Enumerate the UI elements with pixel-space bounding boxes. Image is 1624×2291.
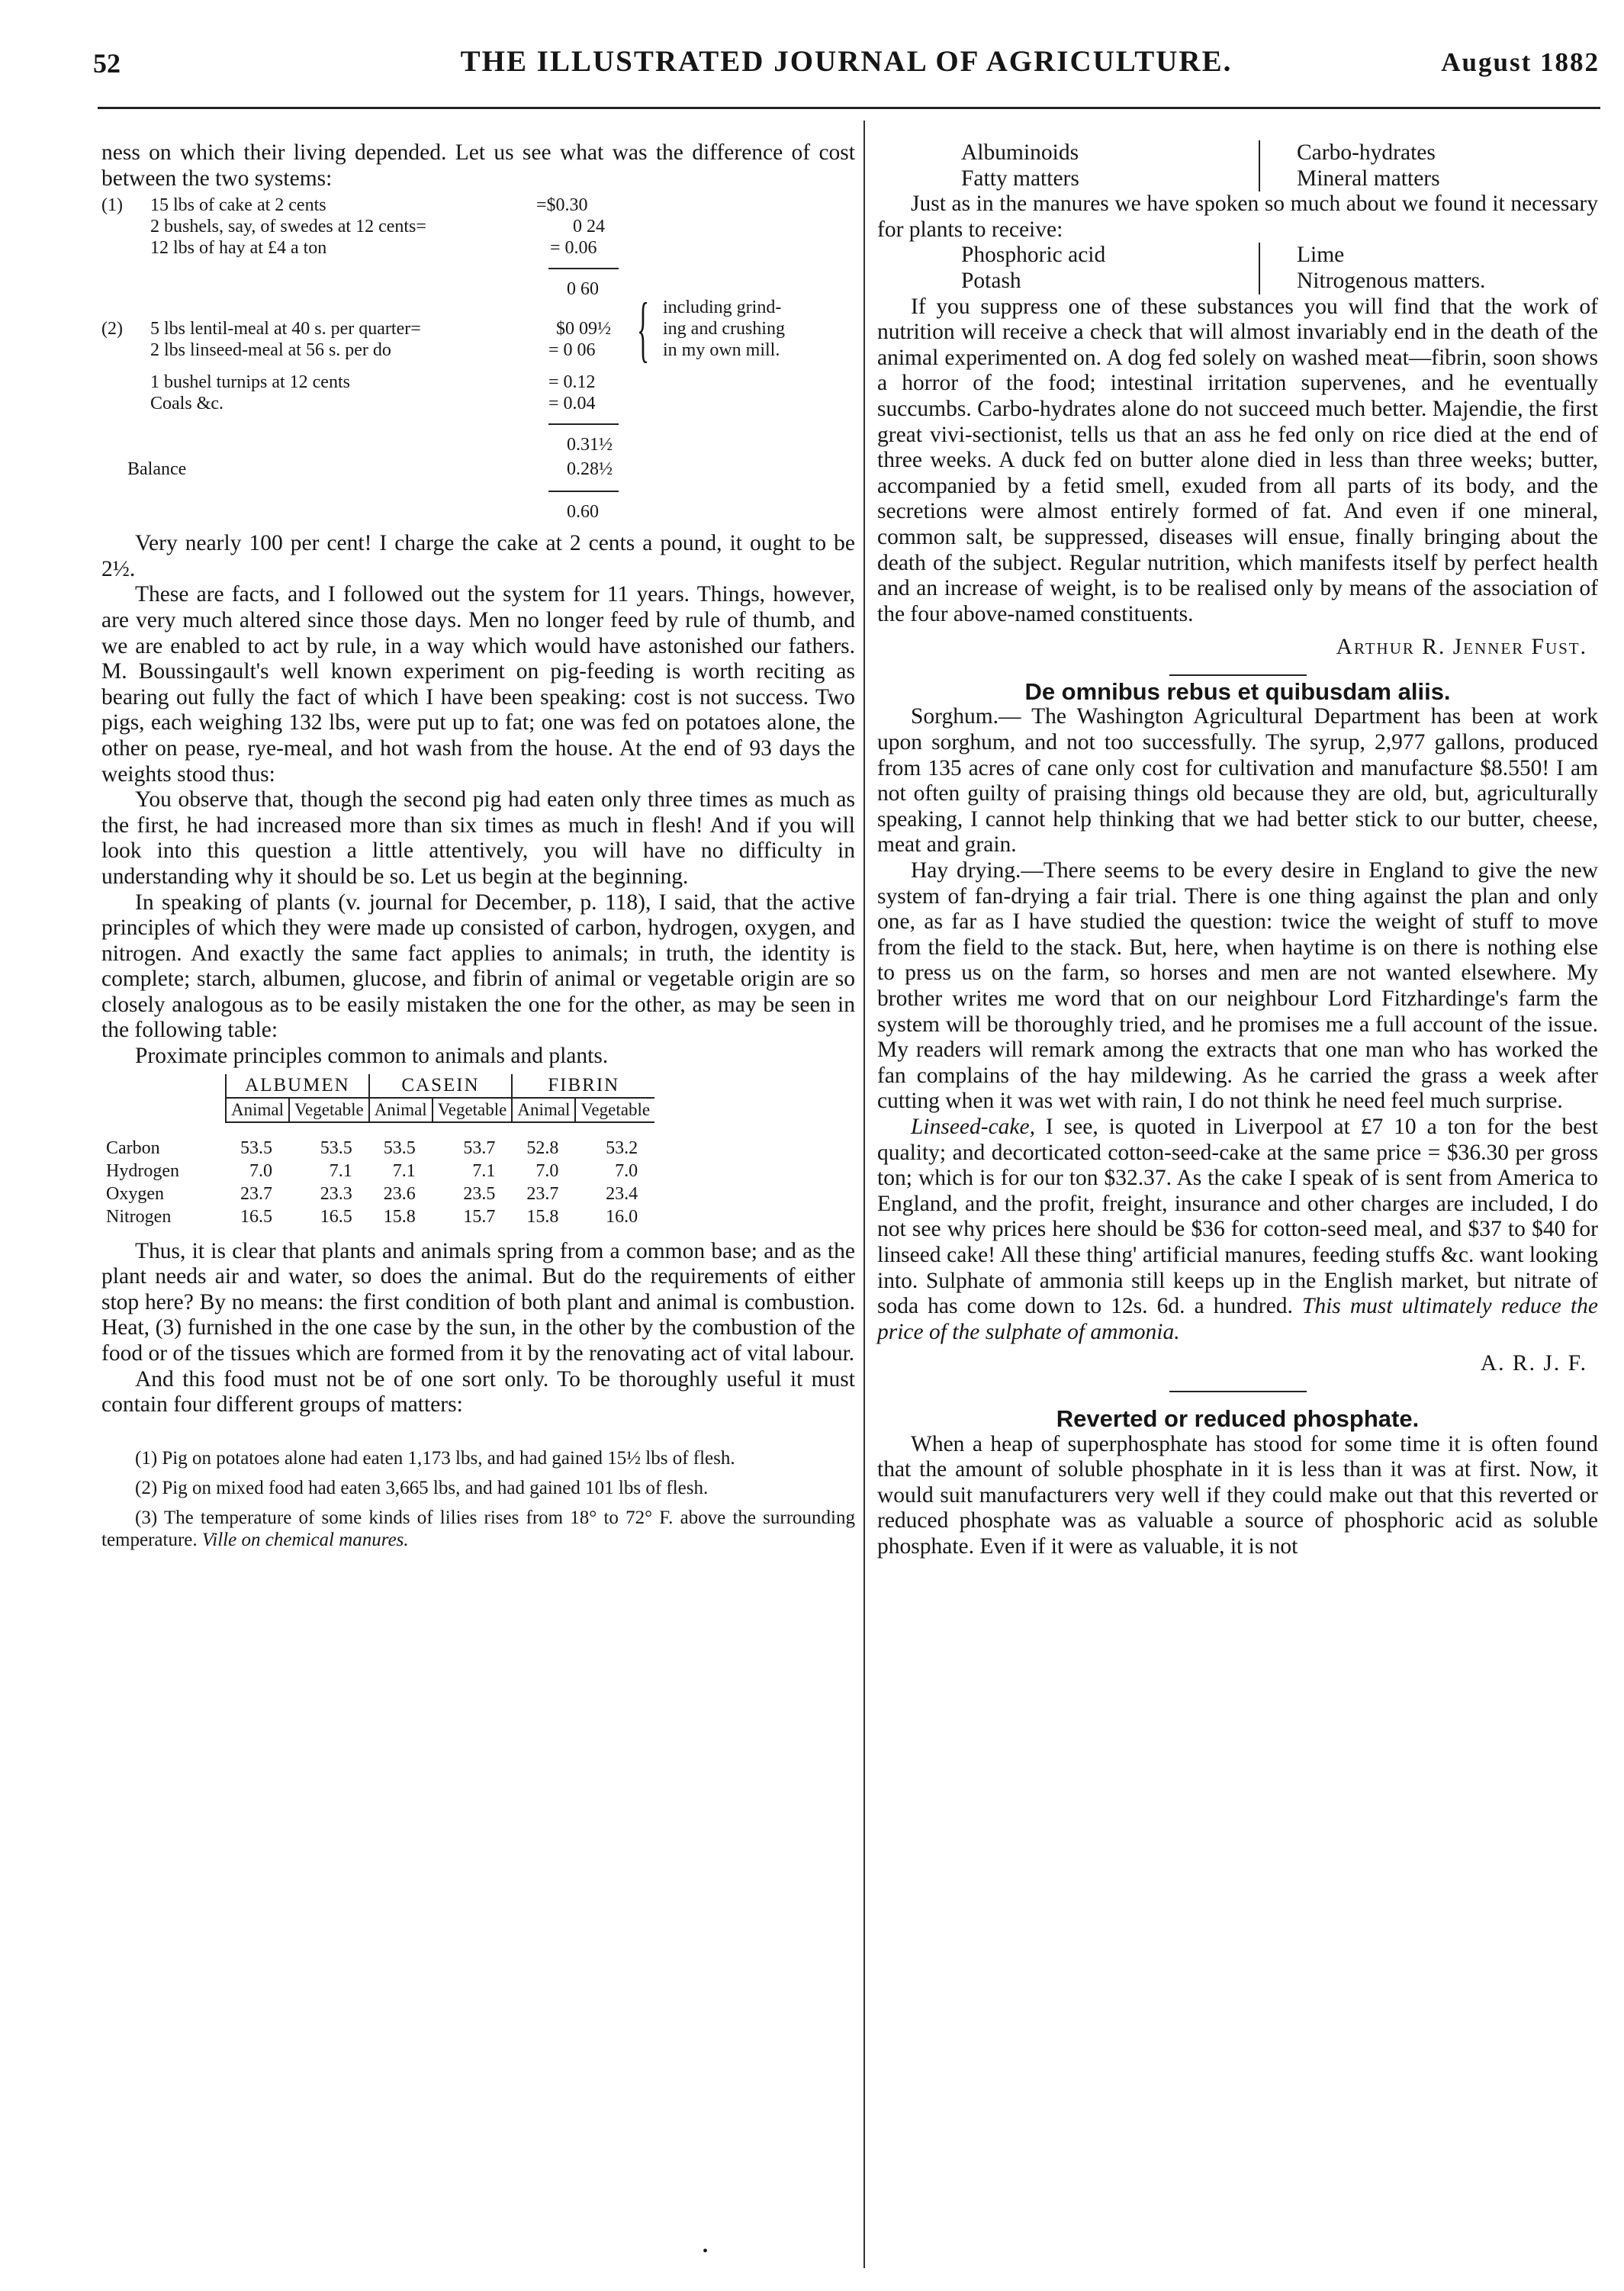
table-cell: 53.5	[240, 1137, 272, 1158]
calc-value: = 0.06	[550, 238, 597, 259]
table-subheader: Vegetable	[433, 1098, 513, 1122]
table-group-header: ALBUMEN	[226, 1074, 369, 1098]
column-divider	[863, 121, 865, 2268]
section-rule	[1169, 674, 1307, 676]
table-row	[101, 1183, 654, 1205]
paragraph	[877, 1115, 1598, 1345]
table-subheader: Vegetable	[575, 1098, 654, 1122]
table-cell: 7.0	[249, 1160, 272, 1181]
system-1-label: (1)	[101, 195, 123, 216]
table-row	[101, 1137, 654, 1160]
table-cell: 7.1	[392, 1160, 416, 1181]
balance-value: 0.28½	[567, 459, 613, 480]
calc-value: 0 24	[573, 217, 605, 237]
table-subheader: Animal	[512, 1098, 575, 1122]
table-cell: 15.8	[526, 1206, 559, 1227]
calc-total: 0.31½	[567, 435, 613, 455]
table-caption: Proximate principles common to animals and plants.	[135, 1044, 609, 1069]
paragraph	[877, 704, 1598, 858]
calc-note: ing and crushing	[663, 319, 785, 339]
system-2-label: (2)	[101, 319, 123, 339]
print-mark: •	[703, 2243, 709, 2260]
row-label: Hydrogen	[106, 1160, 179, 1181]
footnote-text: (3) The temperature of some kinds of lilies rises from 18° to 72° F. above the surrounding temperature.	[101, 1507, 855, 1550]
paragraph: And this food must not be of one sort only. To be thoroughly useful it must contain four different groups of matters:	[101, 1366, 855, 1417]
food-groups-list	[877, 140, 1598, 191]
calc-note: in my own mill.	[663, 340, 780, 361]
calc-item: Coals &c.	[150, 394, 224, 414]
table-cell: 53.5	[383, 1137, 416, 1158]
table-cell: 23.5	[463, 1183, 496, 1204]
group-item: Lime	[1297, 243, 1345, 268]
table-cell: 53.7	[463, 1137, 496, 1158]
table-subheader: Vegetable	[289, 1098, 369, 1122]
group-item: Nitrogenous matters.	[1297, 268, 1486, 293]
group-item: Phosphoric acid	[961, 243, 1106, 268]
left-column	[101, 140, 855, 1559]
paragraph	[877, 858, 1598, 1115]
page-number: 52	[93, 48, 121, 79]
table-cell: 7.0	[535, 1160, 559, 1181]
balance-label: Balance	[127, 459, 187, 480]
table-subheader: Animal	[369, 1098, 433, 1122]
calc-value: = 0.12	[548, 372, 596, 393]
footnote	[101, 1507, 855, 1551]
calc-item: 5 lbs lentil-meal at 40 s. per quarter=	[150, 319, 421, 339]
calc-item: 12 lbs of hay at £4 a ton	[150, 238, 327, 259]
calc-total: 0 60	[567, 279, 599, 300]
table-cell: 15.7	[463, 1206, 496, 1227]
lead-in: Hay drying.	[911, 858, 1021, 883]
cost-calculation	[101, 191, 855, 592]
table-row	[101, 1205, 654, 1228]
calc-value: $0 09½	[556, 319, 611, 339]
group-item: Mineral matters	[1297, 166, 1440, 191]
calc-item: 2 lbs linseed-meal at 56 s. per do	[150, 340, 391, 361]
calc-value: = 0.04	[548, 394, 596, 414]
table-cell: 53.5	[320, 1137, 352, 1158]
paragraph-emphasis: This must ultimately reduce the price of the sulphate of ammonia.	[877, 1294, 1598, 1344]
group-item: Potash	[961, 268, 1021, 293]
paragraph: If you suppress one of these substances you will find that the work of nutrition will receive a check that will almost invariably end in the death of the animal experimented on. A dog fed solely on washed meat—fibrin, soon shows a horror of the food; intestinal irritation supervenes, and he eventually succumbs. Carbo-hydrates alone do not succeed much better. Majendie, the first great vivi-sectionist, tells us that an ass he fed only on rice died at the end of three weeks. A duck fed on butter alone died in less than three weeks; butter, accompanied by a fetid smell, exuded from all parts of its body, and the secretions were almost entirely formed of fat. And even if one mineral, common salt, be suppressed, diseases will ensue, finally bringing about the death of the subject. Regular nutrition, which manifests itself by perfect health and an increase of weight, is to be realised only by means of the association of the four above-named constituents.	[877, 294, 1598, 626]
calc-value: =$0.30	[536, 195, 588, 216]
paragraph: You observe that, though the second pig had eaten only three times as much as the first, he had increased more than six times as much in flesh! And if you will look into this question a little attentively, you will have no difficulty in understanding why it should be so. Let us begin at the beginning.	[101, 787, 855, 889]
author-signature: Arthur R. Jenner Fust.	[1336, 635, 1587, 660]
table-cell: 16.5	[240, 1206, 272, 1227]
lead-in: Linseed-cake,	[911, 1114, 1035, 1139]
paragraph: When a heap of superphosphate has stood for some time it is often found that the amount of soluble phosphate in it is less than it was at first. Now, it would suit manufacturers very well if they could make out that this reverted or reduced phosphate was as valuable a source of phosphoric acid as soluble phosphate. Even if it were as valuable, it is not	[877, 1431, 1598, 1559]
table-cell: 53.2	[606, 1137, 638, 1158]
table-cell: 23.7	[526, 1183, 559, 1204]
page-header	[93, 40, 1600, 93]
section-heading: De omnibus rebus et quibusdam aliis.	[1024, 677, 1451, 705]
table-cell: 23.7	[240, 1183, 272, 1204]
row-label: Oxygen	[106, 1183, 164, 1204]
calc-note: including grind-	[663, 298, 782, 318]
table-cell: 7.0	[615, 1160, 638, 1181]
journal-title: THE ILLUSTRATED JOURNAL OF AGRICULTURE.	[460, 45, 1233, 78]
table-cell: 7.1	[472, 1160, 496, 1181]
paragraph: Thus, it is clear that plants and animals spring from a common base; and as the plant needs air and water, so does the animal. But do the requirements of either stop here? By no means: the first condition of both plant and animal is combustion. Heat, (3) furnished in the one case by the sun, in the other by the combustion of the food or of the tissues which are formed from it by the renovating act of vital labour.	[101, 1238, 855, 1366]
intro-paragraph: ness on which their living depended. Let us see what was the difference of cost between the two systems:	[101, 140, 855, 191]
table-cell: 16.0	[606, 1206, 638, 1227]
sum-rule	[548, 491, 619, 492]
calc-item: 15 lbs of cake at 2 cents	[150, 195, 326, 216]
table-cell: 23.6	[383, 1183, 416, 1204]
table-subheader: Animal	[226, 1098, 289, 1122]
brace: {	[637, 288, 650, 370]
table-cell: 23.4	[606, 1183, 638, 1204]
table-group-header: FIBRIN	[512, 1074, 654, 1098]
table-row	[101, 1160, 654, 1183]
paragraph: Just as in the manures we have spoken so much about we found it necessary for plants to receive:	[877, 191, 1598, 242]
paragraph: These are facts, and I followed out the system for 11 years. Things, however, are very much altered since those days. Men no longer feed by rule of thumb, and we are enabled to act by rule, in a way which would have astonished our fathers. M. Boussingault's well known experiment on pig-feeding is worth reciting as bearing out fully the fact of which I have been speaking: cost is not success. Two pigs, each weighing 132 lbs, were put up to fat; one was fed on potatoes alone, the other on pease, rye-meal, and hot wash from the house. At the end of 93 days the weights stood thus:	[101, 582, 855, 787]
paragraph: In speaking of plants (v. journal for December, p. 118), I said, that the active principles of which they were made up consisted of carbon, hydrogen, oxygen, and nitrogen. And exactly the same fact applies to animals; in truth, the identity is complete; starch, albumen, glucose, and fibrin of animal or vegetable origin are so closely analogous as to be easily mistaken the one for the other, as may be seen in the following table:	[101, 890, 855, 1043]
calc-item: 1 bushel turnips at 12 cents	[150, 372, 350, 393]
calc-total: 0.60	[567, 502, 599, 523]
lead-in: Sorghum.	[911, 704, 999, 729]
footnote: (1) Pig on potatoes alone had eaten 1,173 lbs, and had gained 15½ lbs of flesh.	[135, 1447, 735, 1469]
paragraph: Very nearly 100 per cent! I charge the cake at 2 cents a pound, it ought to be 2½.	[101, 531, 855, 581]
row-label: Carbon	[106, 1137, 160, 1158]
table-group-header: CASEIN	[369, 1074, 513, 1098]
footnote-source: Ville on chemical manures.	[201, 1529, 409, 1550]
group-item: Fatty matters	[961, 166, 1079, 191]
footnote: (2) Pig on mixed food had eaten 3,665 lbs, and had gained 101 lbs of flesh.	[135, 1477, 709, 1498]
proximate-principles-table	[101, 1074, 654, 1228]
group-item: Albuminoids	[961, 140, 1079, 165]
footnotes	[101, 1447, 855, 1551]
author-initials: A. R. J. F.	[1480, 1351, 1587, 1376]
header-rule	[98, 107, 1600, 109]
paragraph-text: I see, is quoted in Liverpool at £7 10 a ton for the best quality; and decorticated cotton-seed-cake at the same price = $36.30 per gross ton; which is for our ton $32.37. As the cake I speak of is sent from America to England, and the profit, freight, insurance and other charges are included, I do not see why prices here should be $36 for cotton-seed meal, and $37 to $40 for linseed cake! All these thing' artificial manures, feeding stuffs &c. want looking into. Sulphate of ammonia still keeps up in the English market, but nitrate of soda has come down to 12s. 6d. a hundred.	[877, 1114, 1598, 1319]
calc-value: = 0 06	[548, 340, 596, 361]
group-item: Carbo-hydrates	[1297, 140, 1436, 165]
section-heading: Reverted or reduced phosphate.	[1056, 1405, 1420, 1432]
sum-rule	[548, 423, 619, 425]
table-cell: 23.3	[320, 1183, 352, 1204]
table-cell: 16.5	[320, 1206, 352, 1227]
table-cell: 7.1	[329, 1160, 352, 1181]
issue-date: August 1882	[1441, 47, 1600, 77]
plant-needs-list	[877, 243, 1598, 294]
paragraph-text: — The Washington Agricultural Department has been at work upon sorghum, and not too successfully. The syrup, 2,977 gallons, produced from 135 acres of cane only cost for cultivation and manufacture $8.550! I am not often guilty of praising things old because they are old, but, agriculturally speaking, I cannot help thinking that we had better stick to our butter, cheese, meat and grain.	[877, 704, 1598, 858]
right-column	[877, 140, 1598, 1559]
row-label: Nitrogen	[106, 1206, 172, 1227]
sum-rule	[548, 268, 619, 269]
section-rule	[1169, 1391, 1307, 1392]
calc-item: 2 bushels, say, of swedes at 12 cents=	[150, 217, 426, 237]
table-cell: 52.8	[526, 1137, 559, 1158]
paragraph-text: —There seems to be every desire in England to give the new system of fan-drying a fair trial. There is one thing against the plan and only one, as far as I have studied the question: twice the weight of stuff to move from the field to the stack. But, here, when haytime is on there is nothing else to press us on the farm, so horses and men are not wanted elsewhere. My brother writes me word that on our neighbour Lord Fitzhardinge's farm the system will be thoroughly tried, and he promises me a full account of the issue. My readers will remark among the extracts that one man who has worked the fan complains of the hay mildewing. As he carried the grass a week after cutting when it was wet with rain, I do not think he need feel much surprise.	[877, 858, 1598, 1114]
table-cell: 15.8	[383, 1206, 416, 1227]
